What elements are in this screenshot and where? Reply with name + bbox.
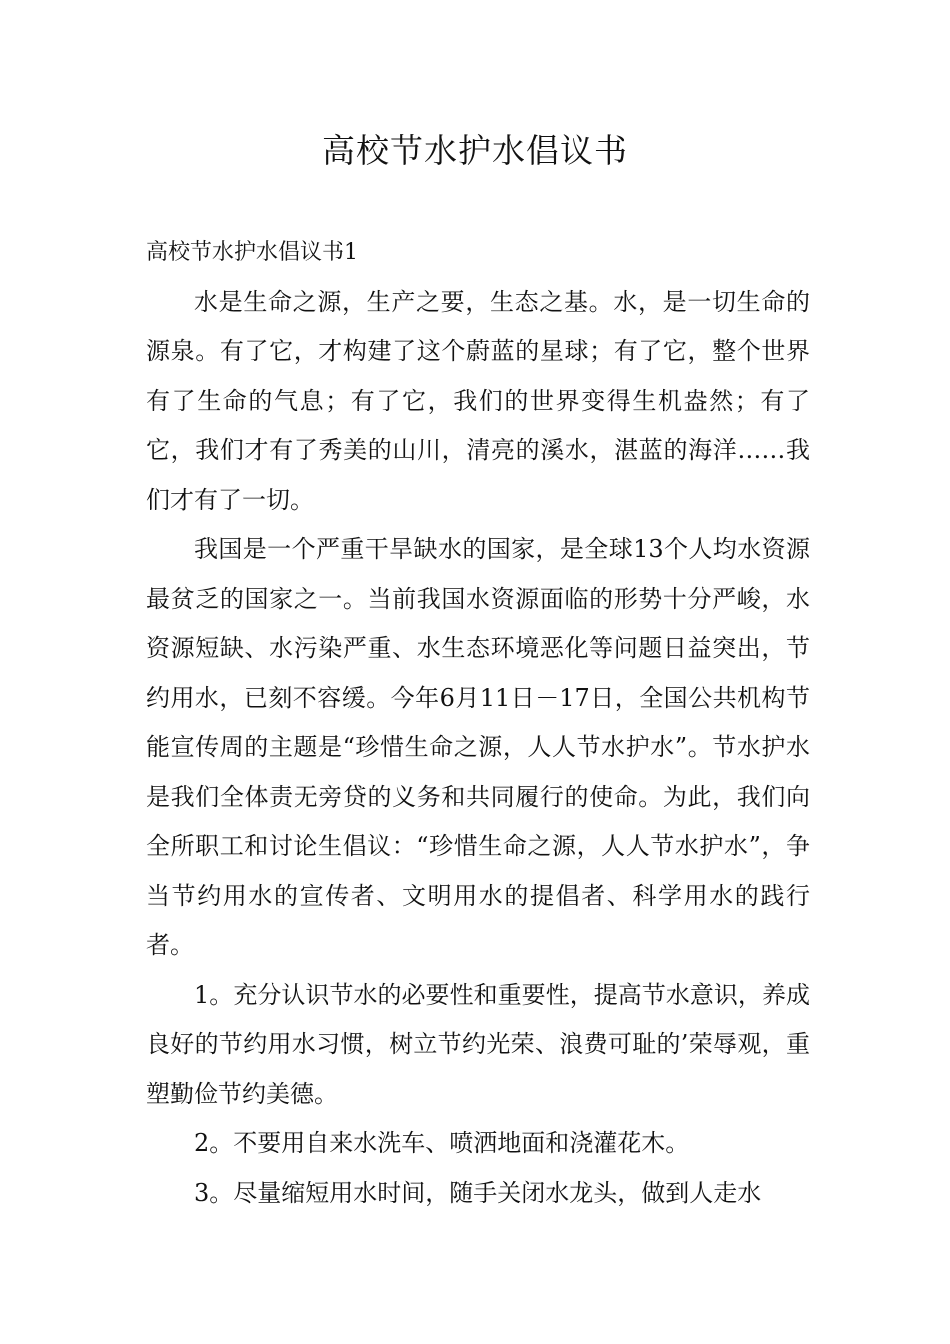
paragraph: 我国是一个严重干旱缺水的国家，是全球13个人均水资源最贫乏的国家之一。当前我国水资源面临的形势十分严峻，水资源短缺、水污染严重、水生态环境恶化等问题日益突出，节约用水，已刻不容缓。今年6月11日－17日，全国公共机构节能宣传周的主题是“珍惜生命之源，人人节水护水”。节水护水是我们全体责无旁贷的义务和共同履行的使命。为此，我们向全所职工和讨论生倡议：“珍惜生命之源，人人节水护水”，争当节约用水的宣传者、文明用水的提倡者、科学用水的践行者。 [146, 535, 810, 959]
section-heading: 高校节水护水倡议书1 [146, 240, 358, 265]
document-title: 高校节水护水倡议书 [322, 131, 628, 170]
list-item-paragraph: 3。尽量缩短用水时间，随手关闭水龙头，做到人走水 [194, 1178, 762, 1207]
paragraph: 水是生命之源，生产之要，生态之基。水，是一切生命的源泉。有了它，才构建了这个蔚蓝的星球；有了它，整个世界有了生命的气息；有了它，我们的世界变得生机盎然；有了它，我们才有了秀美的山川，清亮的溪水，湛蓝的海洋……我们才有了一切。 [146, 287, 810, 514]
document-body [146, 228, 810, 1218]
list-item-paragraph: 2。不要用自来水洗车、喷洒地面和浇灌花木。 [194, 1129, 690, 1157]
list-item-paragraph: 1。充分认识节水的必要性和重要性，提高节水意识，养成良好的节约用水习惯，树立节约光荣、浪费可耻的’荣辱观，重塑勤俭节约美德。 [146, 980, 810, 1108]
